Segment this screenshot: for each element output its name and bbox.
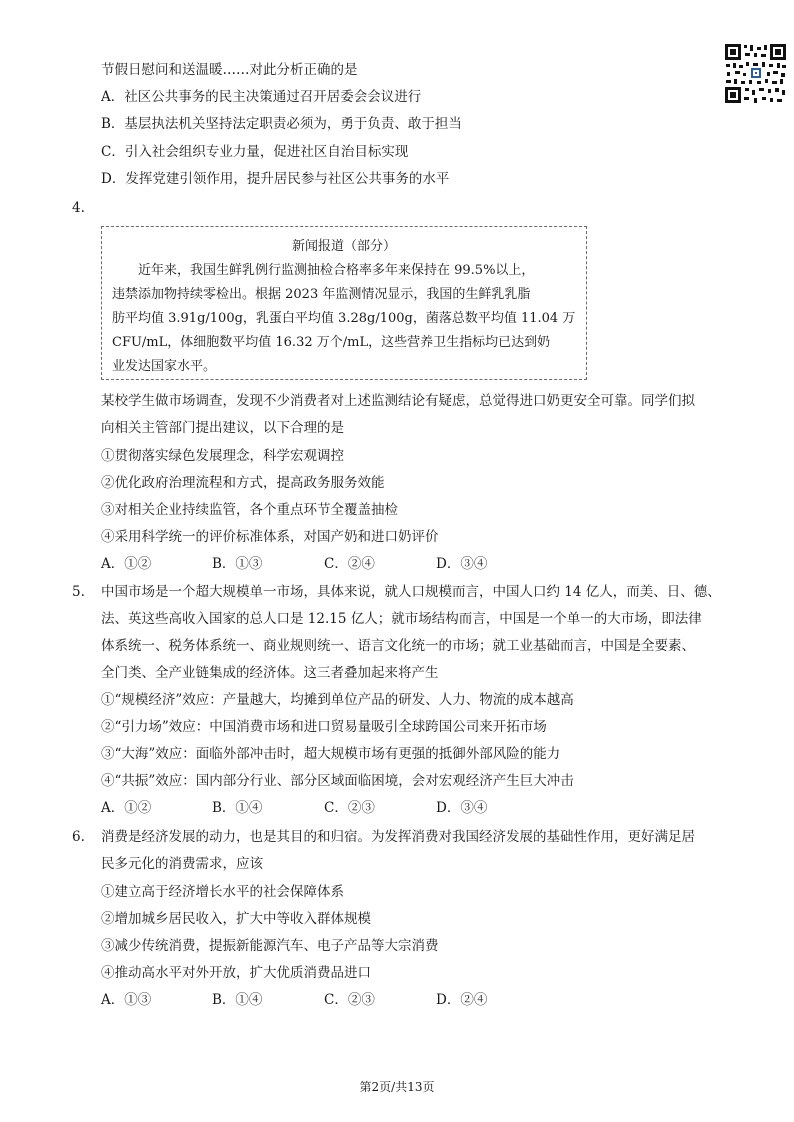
q4-item-1: ①贯彻落实绿色发展理念，科学宏观调控 [101, 448, 344, 464]
qr-code-image [724, 43, 788, 105]
q6-stem-line-2: 民多元化的消费需求，应该 [101, 856, 263, 872]
q5-stem-line-4: 全门类、全产业链集成的经济体。这三者叠加起来将产生 [101, 665, 439, 681]
q6-choice-a[interactable]: A．①③ [101, 992, 152, 1008]
q4-item-4: ④采用科学统一的评价标准体系，对国产奶和进口奶评价 [101, 529, 439, 545]
q6-number: 6. [72, 829, 85, 845]
q4-item-3: ③对相关企业持续监管，各个重点环节全覆盖抽检 [101, 502, 398, 518]
news-report-box [101, 226, 587, 380]
q4-choice-b[interactable]: B．①③ [212, 556, 263, 572]
page-number-footer: 第2页/共13页 [359, 1080, 435, 1094]
q4-stem-line-1: 某校学生做市场调查，发现不少消费者对上述监测结论有疑虑，总觉得进口奶更安全可靠。同学们拟 [101, 393, 695, 409]
q3-option-b[interactable]: B．基层执法机关坚持法定职责必须为，勇于负责、敢于担当 [101, 116, 462, 132]
q5-choice-d[interactable]: D．③④ [436, 800, 488, 816]
q6-item-1: ①建立高于经济增长水平的社会保障体系 [101, 884, 344, 900]
q5-stem-line-2: 法、英这些高收入国家的总人口是 12.15 亿人；就市场结构而言，中国是一个单一的大市场，即法律 [101, 611, 702, 627]
q5-item-1: ①“规模经济”效应：产量越大，均摊到单位产品的研发、人力、物流的成本越高 [101, 692, 574, 708]
q5-choice-a[interactable]: A．①② [101, 800, 152, 816]
q6-choice-c[interactable]: C．②③ [324, 992, 375, 1008]
q6-item-4: ④推动高水平对外开放，扩大优质消费品进口 [101, 965, 371, 981]
q6-choice-d[interactable]: D．②④ [436, 992, 488, 1008]
q6-choice-b[interactable]: B．①④ [212, 992, 263, 1008]
q5-choice-b[interactable]: B．①④ [212, 800, 263, 816]
q6-item-2: ②增加城乡居民收入，扩大中等收入群体规模 [101, 911, 371, 927]
qr-code-graphic [724, 43, 788, 105]
q5-choice-c[interactable]: C．②③ [324, 800, 375, 816]
q5-stem-line-3: 体系统一、税务体系统一、商业规则统一、语言文化统一的市场；就工业基础而言，中国是全要素、 [101, 638, 695, 654]
news-line-4: CFU/mL，体细胞数平均值 16.32 万个/mL，这些营养卫生指标均已达到奶 [112, 335, 551, 350]
q6-item-3: ③减少传统消费，提振新能源汽车、电子产品等大宗消费 [101, 938, 439, 954]
q4-choice-c[interactable]: C．②④ [324, 556, 375, 572]
q5-item-2: ②“引力场”效应：中国消费市场和进口贸易量吸引全球跨国公司来开拓市场 [101, 719, 547, 735]
q5-item-4: ④“共振”效应：国内部分行业、部分区域面临困境，会对宏观经济产生巨大冲击 [101, 773, 574, 789]
news-report-title: 新闻报道（部分） [291, 239, 396, 254]
q4-item-2: ②优化政府治理流程和方式，提高政务服务效能 [101, 475, 385, 491]
news-line-5: 业发达国家水平。 [112, 359, 217, 374]
q4-number: 4. [72, 200, 85, 216]
q5-number: 5. [72, 584, 85, 600]
news-line-2: 违禁添加物持续零检出。根据 2023 年监测情况显示，我国的生鲜乳乳脂 [112, 287, 531, 302]
q3-option-a[interactable]: A．社区公共事务的民主决策通过召开居委会会议进行 [101, 89, 422, 105]
q3-option-d[interactable]: D．发挥党建引领作用，提升居民参与社区公共事务的水平 [101, 171, 450, 187]
q5-stem-line-1: 中国市场是一个超大规模单一市场，具体来说，就人口规模而言，中国人口约 14 亿人，而美、日、德、 [101, 584, 721, 600]
q6-stem-line-1: 消费是经济发展的动力，也是其目的和归宿。为发挥消费对我国经济发展的基础性作用，更好满足居 [101, 829, 695, 845]
q5-item-3: ③“大海”效应：面临外部冲击时，超大规模市场有更强的抵御外部风险的能力 [101, 746, 561, 762]
q3-option-c[interactable]: C．引入社会组织专业力量，促进社区自治目标实现 [101, 144, 409, 160]
q3-stem-tail: 节假日慰问和送温暖……对此分析正确的是 [101, 62, 358, 78]
news-line-3: 肪平均值 3.91g/100g，乳蛋白平均值 3.28g/100g，菌落总数平均值 11.04 万 [112, 311, 576, 326]
news-line-1: 近年来，我国生鲜乳例行监测抽检合格率多年来保持在 99.5%以上， [138, 263, 535, 278]
q4-choice-d[interactable]: D．③④ [436, 556, 488, 572]
q4-choice-a[interactable]: A．①② [101, 556, 152, 572]
q4-stem-line-2: 向相关主管部门提出建议，以下合理的是 [101, 420, 344, 436]
